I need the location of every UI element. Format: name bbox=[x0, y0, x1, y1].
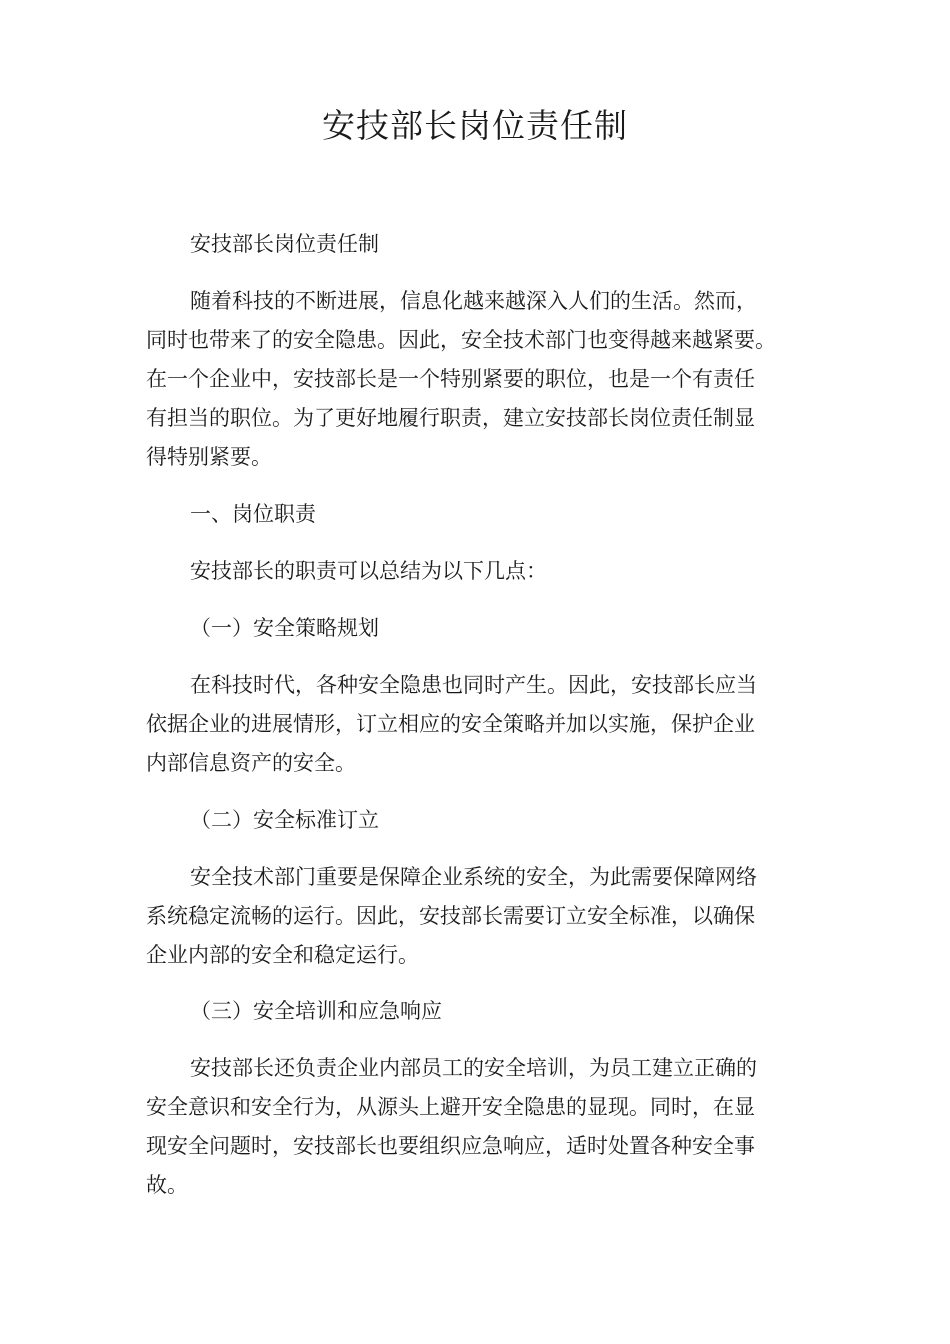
item-2-line-2: 系统稳定流畅的运行。因此，安技部长需要订立安全标准，以确保 bbox=[146, 904, 755, 928]
item-1-line-3: 内部信息资产的安全。 bbox=[146, 751, 356, 775]
item-heading-1: （一）安全策略规划 bbox=[190, 616, 379, 640]
item-3-line-4: 故。 bbox=[146, 1173, 188, 1197]
intro-line-3: 在一个企业中，安技部长是一个特别紧要的职位，也是一个有责任 bbox=[146, 367, 755, 391]
item-heading-3: （三）安全培训和应急响应 bbox=[190, 999, 442, 1023]
item-2-line-1: 安全技术部门重要是保障企业系统的安全，为此需要保障网络 bbox=[190, 865, 757, 889]
item-2-line-3: 企业内部的安全和稳定运行。 bbox=[146, 943, 419, 967]
item-1-line-1: 在科技时代，各种安全隐患也同时产生。因此，安技部长应当 bbox=[190, 673, 757, 697]
document-title: 安技部长岗位责任制 bbox=[322, 106, 628, 145]
intro-line-4: 有担当的职位。为了更好地履行职责，建立安技部长岗位责任制显 bbox=[146, 406, 755, 430]
section-intro: 安技部长的职责可以总结为以下几点： bbox=[190, 559, 547, 583]
item-1-line-2: 依据企业的进展情形，订立相应的安全策略并加以实施，保护企业 bbox=[146, 712, 755, 736]
item-heading-2: （二）安全标准订立 bbox=[190, 808, 379, 832]
document-subtitle: 安技部长岗位责任制 bbox=[190, 232, 379, 256]
item-3-line-1: 安技部长还负责企业内部员工的安全培训，为员工建立正确的 bbox=[190, 1056, 757, 1080]
intro-line-1: 随着科技的不断进展，信息化越来越深入人们的生活。然而， bbox=[190, 289, 757, 313]
intro-line-5: 得特别紧要。 bbox=[146, 445, 272, 469]
item-3-line-3: 现安全问题时，安技部长也要组织应急响应，适时处置各种安全事 bbox=[146, 1134, 755, 1158]
intro-line-2: 同时也带来了的安全隐患。因此，安全技术部门也变得越来越紧要。 bbox=[146, 328, 776, 352]
section-heading: 一、岗位职责 bbox=[190, 502, 316, 526]
item-3-line-2: 安全意识和安全行为，从源头上避开安全隐患的显现。同时，在显 bbox=[146, 1095, 755, 1119]
